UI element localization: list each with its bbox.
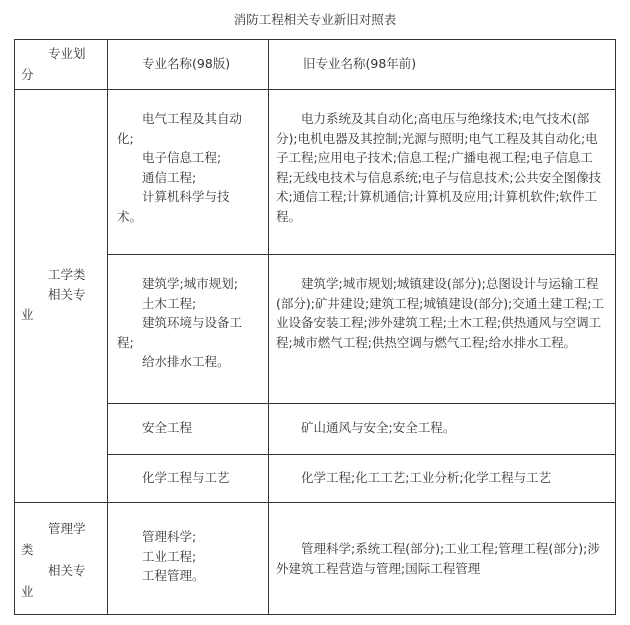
table-border-left [14, 39, 15, 615]
header-division-line1: 专业划 [48, 46, 86, 61]
new-name-line: 建筑学;城市规划; [142, 276, 238, 291]
row-divider [14, 89, 616, 90]
new-name-line: 计算机科学与技 [142, 189, 230, 204]
table-title: 消防工程相关专业新旧对照表 [233, 12, 397, 27]
new-name-line: 化; [117, 130, 134, 146]
new-name-cell [142, 527, 205, 586]
new-name-line: 工程管理。 [142, 568, 205, 583]
new-name-cell: 安全工程 [142, 420, 193, 435]
old-name-cell: 管理科学;系统工程(部分);工业工程;管理工程(部分);涉外建筑工程营造与管理;国际工程管理 [276, 541, 600, 576]
new-name-line: 通信工程; [142, 169, 197, 185]
new-name-cell: 化学工程与工艺 [142, 470, 230, 485]
table-border-right [615, 39, 616, 615]
category-line: 相关专 [48, 286, 86, 302]
comparison-table [14, 39, 616, 615]
old-name-cell: 电力系统及其自动化;高电压与绝缘技术;电气技术(部分);电机电器及其控制;光源与照明;电气工程及其自动化;电子工程;应用电子技术;信息工程;广播电视工程;电子信息工程;无线电技术与信息系统;电子与信息技术;公共安全图像技术;通信工程;计算机通信;计算机及应用;计算机软件;软件工程。 [276, 111, 602, 224]
category-line: 工学类 [48, 267, 86, 282]
new-name-cell [117, 109, 265, 226]
new-name-line: 程; [117, 334, 134, 350]
row-divider [107, 403, 616, 404]
new-name-line: 管理科学; [142, 529, 197, 544]
column-divider [107, 39, 108, 615]
category-line: 类 [21, 542, 34, 557]
column-divider [268, 39, 269, 615]
header-new-name: 专业名称(98版) [142, 56, 231, 71]
group-divider [14, 502, 616, 503]
new-name-line: 术。 [117, 208, 143, 224]
header-division-line2: 分 [21, 67, 34, 82]
new-name-line: 给水排水工程。 [142, 354, 230, 369]
row-divider [107, 254, 616, 255]
new-name-line: 电气工程及其自动 [142, 111, 243, 126]
old-name-cell: 化学工程;化工工艺;工业分析;化学工程与工艺 [301, 470, 552, 485]
category-engineering [48, 265, 86, 304]
old-name-cell: 建筑学;城市规划;城镇建设(部分);总图设计与运输工程(部分);矿井建设;建筑工程;城镇建设(部分);交通土建工程;工业设备安装工程;涉外建筑工程;土木工程;供热通风与空调工程;城市燃气工程;供热空调与燃气工程;给水排水工程。 [276, 276, 605, 350]
new-name-cell [117, 274, 265, 372]
row-divider [107, 454, 616, 455]
table-border-bottom [14, 614, 616, 615]
new-name-line: 建筑环境与设备工 [142, 315, 243, 330]
category-line: 业 [21, 584, 34, 599]
category-line: 相关专 [48, 563, 86, 578]
old-name-cell: 矿山通风与安全;安全工程。 [301, 420, 456, 435]
new-name-line: 工业工程; [142, 548, 197, 564]
table-border-top [14, 39, 616, 40]
category-line: 管理学 [48, 521, 86, 536]
header-old-name: 旧专业名称(98年前) [303, 56, 417, 71]
new-name-line: 土木工程; [142, 295, 197, 311]
new-name-line: 电子信息工程; [142, 150, 222, 165]
category-line: 业 [21, 307, 34, 322]
